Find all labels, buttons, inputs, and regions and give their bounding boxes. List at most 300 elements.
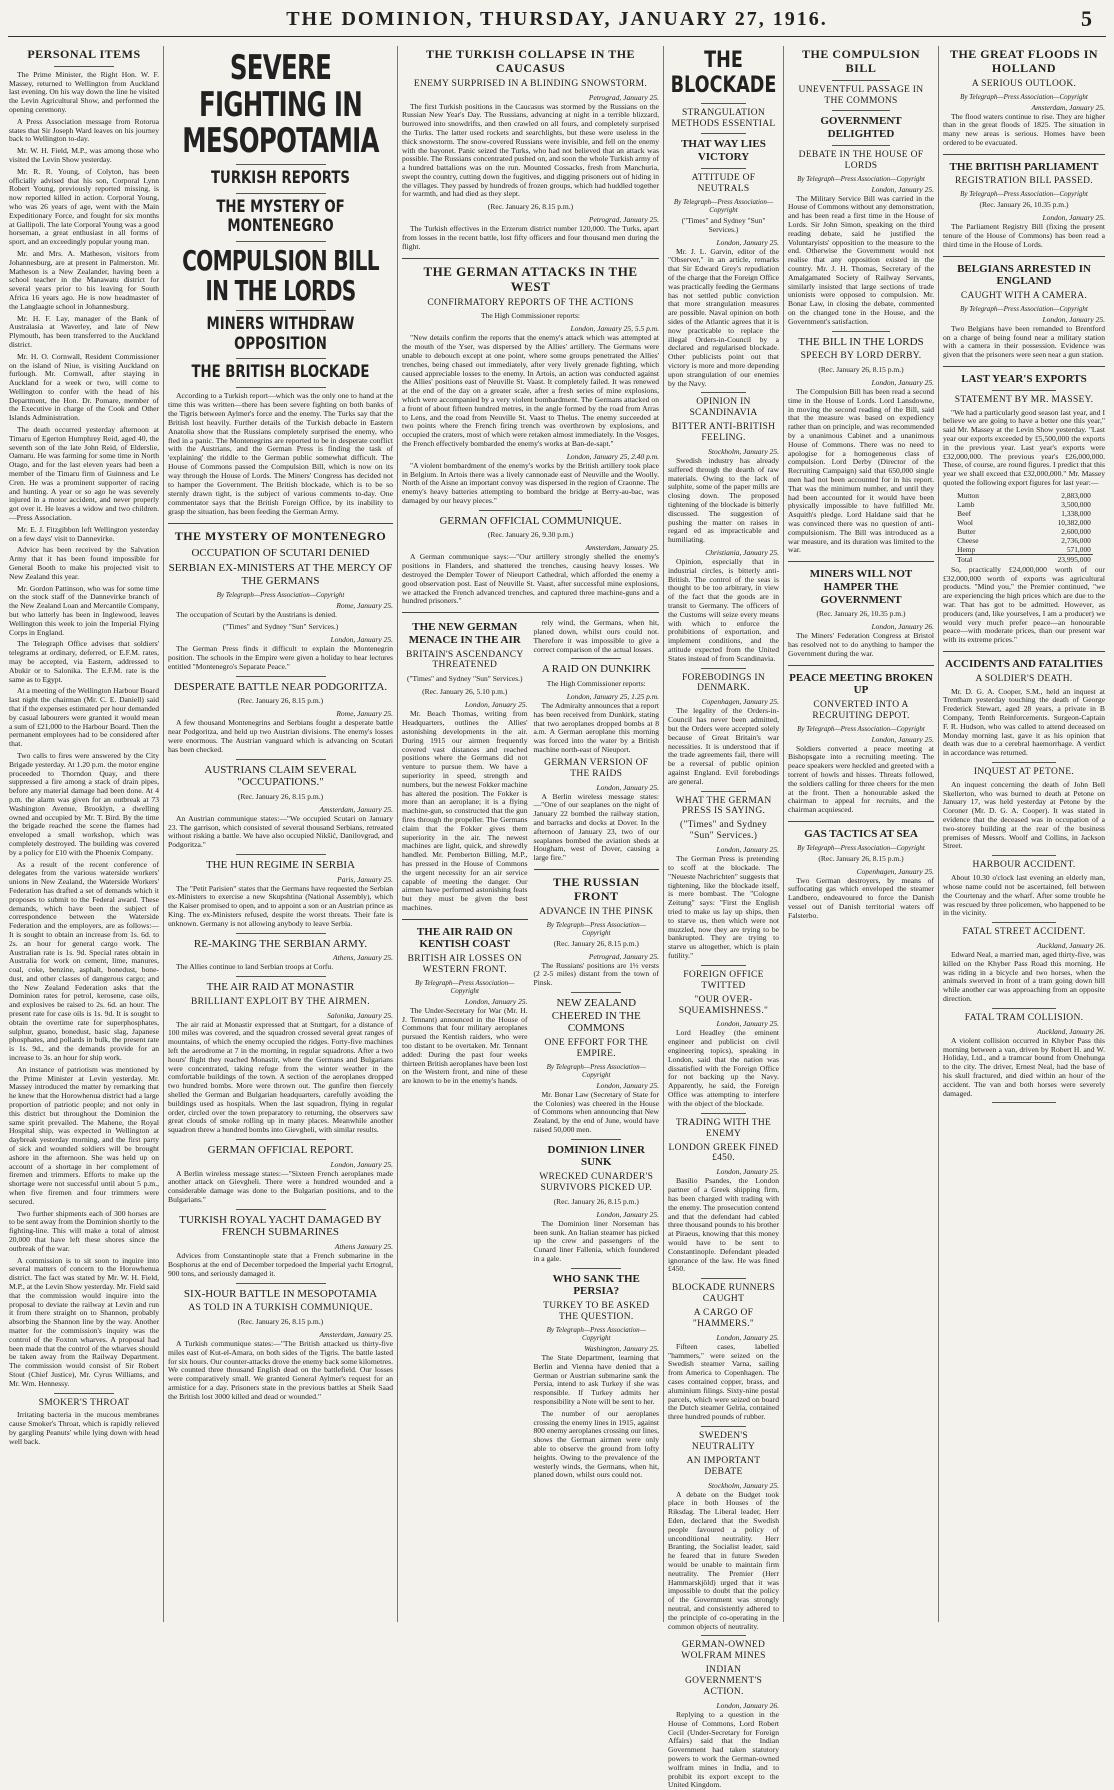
rule bbox=[54, 1393, 114, 1394]
exports-row bbox=[955, 491, 1093, 500]
article-text: Soldiers converted a peace meeting at Bishopsgate into a recruiting meeting. The peace speakers were heckled and greeted with a torrent of howls and hisses. Threats followed, the soldiers calling for three cheers for the men at the front. Then a honourable asked the chairman to appeal for recruits, and the chairman acquiesced. bbox=[788, 743, 934, 815]
rule bbox=[402, 258, 659, 259]
section-heading: THE HUN REGIME IN SERBIA bbox=[205, 859, 356, 872]
section-heading: SWEDEN'S NEUTRALITY bbox=[691, 1430, 756, 1452]
dateline: London, January 25. bbox=[716, 1332, 779, 1342]
subcolumn-right bbox=[534, 619, 660, 1483]
section-subheading: A CARGO OF "HAMMERS." bbox=[692, 1307, 755, 1329]
rule bbox=[571, 1139, 621, 1140]
russian-heading: THE RUSSIAN FRONT bbox=[552, 875, 640, 903]
masthead-title: THE DOMINION, THURSDAY, JANUARY 27, 1916. bbox=[286, 8, 828, 30]
rule bbox=[832, 80, 890, 81]
article-text: The Miners' Federation Congress at Bristol has resolved not to do anything to hamper the Government during the war. bbox=[788, 631, 934, 658]
lords-heading: THE BILL IN THE LORDS bbox=[798, 335, 924, 348]
received-note: ("Times" and Sydney "Sun" Services.) bbox=[406, 674, 523, 684]
byline: By Telegraph—Press Association—Copyright bbox=[960, 92, 1088, 101]
personal-item: Mr. Gordon Pattinson, who was for some time on the stock staff of the Dannevirke branch of the New Zealand Loan and Mercantile Company, but who latterly has been in Inglewood, leaves Wellington this week to join the Imperial Flying Corps in England. bbox=[9, 583, 159, 637]
section-heading: GERMAN OFFICIAL REPORT. bbox=[207, 1144, 354, 1156]
personal-item: Two calls to fires were answered by the City Brigade yesterday. At 1.20 p.m. the motor engine proceeded to Thorndon Quay, and there suppressed a fire among a stack of drain pipes, before any material damage had been done. At 4 p.m. the alarm was given for an outbreak at 73 Washington Avenue, Brooklyn, a dwelling owned and occupied by Mr. T. Bird. By the time the brigade reached the scene the flames had enveloped a small workshop, which was completely destroyed. The building was covered by a policy for £10 with the Phoenix Company. bbox=[9, 750, 159, 857]
article-text: Mr. Beach Thomas, writing from Headquarters, outlines the Allies' astonishing developments in the air. During 1915 our airmen frequently covered vast distances and reached positions where the Germans did not venture to pursue them. We have a superiority in speed, strength and numbers, but the newest Fokker machine has altered the position. The Fokker is more than an aeroplane; it is a flying machine-gun, so constructed that the gun fires through the propeller. The Germans claim that the Fokker gives them superiority in the air. The newest machines are light, quick, and shrewdly handled. Mr. Pemberton Billing, M.P., has pressed in the House of Commons the urgent necessity for an air service capable of meeting the danger. Our airmen have performed astonishing feats but they must be given the best machines. bbox=[402, 709, 528, 912]
compulsion-heading: THE COMPULSION BILL bbox=[801, 47, 920, 75]
rule bbox=[992, 922, 1057, 923]
headline-mesopotamia: SEVERE FIGHTING IN MESOPOTAMIA bbox=[182, 48, 379, 162]
received-note: (Rec. January 26, 8.15 p.m.) bbox=[237, 791, 324, 801]
byline: By Telegraph—Press Association—Copyright bbox=[415, 978, 515, 995]
column-blockade bbox=[665, 46, 782, 1790]
exports-row bbox=[955, 536, 1093, 545]
export-value: 2,600,000 bbox=[1061, 526, 1091, 536]
received-note: ("Times" and Sydney "Sun" Services.) bbox=[681, 215, 766, 234]
floods-heading: THE GREAT FLOODS IN HOLLAND bbox=[949, 47, 1099, 75]
personal-items-body bbox=[9, 71, 159, 1389]
dateline: Amsterdam, January 25. bbox=[319, 1330, 393, 1340]
rule bbox=[701, 1426, 745, 1427]
rule bbox=[992, 1102, 1057, 1103]
dateline: Washington, January 25. bbox=[584, 1343, 659, 1353]
rule bbox=[832, 331, 890, 332]
section-subheading: BRILLIANT EXPLOIT BY THE AIRMEN. bbox=[191, 996, 370, 1007]
accident-heading: INQUEST AT PETONE. bbox=[973, 766, 1075, 777]
export-total-label: Total bbox=[955, 554, 1011, 564]
byline: By Telegraph—Press Association—Copyright bbox=[960, 304, 1088, 313]
personal-item: The death occurred yesterday afternoon at Timaru of Egerton Humphrey Reid, aged 40, the seventh son of the late John Reid, of Elderslie, Oamaru. He was farming for some time in North Otago, and for the last eleven years had been a member of the Timaru firm of Guinness and Le Cren. He was a prominent supporter of racing and hunting. A year or so ago he was severely injured in a motor accident, and never properly got over it. He leaves a widow and two children.—Press Association. bbox=[9, 425, 159, 523]
rule bbox=[992, 855, 1057, 856]
article-text: The air raid at Monastir expressed that at Stuttgart, for a distance of 100 miles was covered, and the squadron crossed several great ranges of mountains, of which the enemy occupied the ridges. Forty-five machines left the aerodrome at 7 in the morning, in regular squadrons. After a two hours' flight they reached Monastir, where the Germans and Bulgarians were concentrated, taking refuge from the winter weather in the comfortable buildings of the town. A section of the aeroplanes dropped two hundred bombs. More were thrown out. The gunfire then fiercely shelled the German and Bulgarian headquarters, carefully avoiding the buildings used as hospitals. When the last squadron, flying in regular order, circled over the town preparatory to returning, the observers saw great clouds of smoke rolling up in many places. Meanwhile another squadron threw a hundred bombs into Gievgheli, with similar results. bbox=[168, 1019, 393, 1135]
byline: By Telegraph—Press Association—Copyright bbox=[546, 1325, 646, 1342]
section-subheading: ("Times" and Sydney "Sun" Services.) bbox=[680, 820, 767, 842]
personal-items-heading: PERSONAL ITEMS bbox=[27, 47, 141, 61]
exports-table bbox=[955, 491, 1093, 564]
dateline: Rome, January 25. bbox=[336, 709, 393, 719]
rule bbox=[54, 66, 114, 67]
headline-compulsion-bill: COMPULSION BILL IN THE LORDS bbox=[182, 243, 379, 308]
nz-subheading: ONE EFFORT FOR THE EMPIRE. bbox=[544, 1037, 648, 1059]
personal-item: A Press Association message from Rotorua states that Sir Joseph Ward leaves on his journey back to Wellington to-day. bbox=[9, 116, 159, 144]
article-text: The number of our aeroplanes crossing the enemy lines in 1915, against 800 enemy aeroplanes crossing our lines, shows the German airmen were only able to observe the ground from lofty heights. Owing to the prevalence of the westerly winds, the Germans, when hit, planed down, whilst ours could not. bbox=[533, 1408, 659, 1480]
article-text: Fifteen cases, labelled "hammers," were seized on the Swedish steamer Varna, sailing from America to Copenhagen. The cases contained copper, brass, and aluminium filings. Sixty-nine postal parcels, which were seized on board the Dutch steamer Gelria, contained three hundred pounds of rubber. bbox=[668, 1341, 779, 1422]
dateline: London, January 25. bbox=[716, 845, 779, 855]
dateline: Christiania, January 25. bbox=[705, 547, 779, 557]
byline: By Telegraph—Press Association—Copyright bbox=[960, 190, 1088, 199]
article-text: An Austrian communique states:—"We occupied Scutari on January 23. The garrison, which consisted of several thousand Serbians, retreated without risking a battle. We have also occupied Nikšić, Danilovgrad, and Podgoritza." bbox=[168, 813, 393, 850]
blockade-subheading: THAT WAY LIES VICTORY bbox=[681, 138, 766, 164]
dateline: London, January 26. bbox=[716, 1701, 779, 1711]
dateline: London, January 25, 1.25 p.m. bbox=[566, 692, 659, 702]
section-subheading: LONDON GREEK FINED £450. bbox=[668, 1142, 779, 1164]
belgians-subheading: CAUGHT WITH A CAMERA. bbox=[960, 290, 1088, 301]
article-text: The Dominion liner Norseman has been sunk. An Italian steamer has picked up the crew and passengers of the Cunard liner Fallenia, which foundered in a gale. bbox=[533, 1218, 659, 1264]
received-note: (Rec. January 26, 5.10 p.m.) bbox=[422, 687, 508, 697]
headline-miners: MINERS WITHDRAW OPPOSITION bbox=[206, 314, 355, 354]
communique-heading: GERMAN OFFICIAL COMMUNIQUE. bbox=[439, 514, 622, 527]
rule bbox=[943, 651, 1105, 652]
dateline: London, January 25. bbox=[1042, 314, 1105, 324]
war-sections bbox=[168, 676, 393, 1402]
dateline: London, January 25. bbox=[1042, 213, 1105, 223]
dateline: London, January 25. bbox=[465, 996, 528, 1006]
accident-heading: FATAL TRAM COLLISION. bbox=[964, 1012, 1084, 1023]
raids-heading: GERMAN VERSION OF THE RAIDS bbox=[544, 757, 649, 779]
menace-heading: THE NEW GERMAN MENACE IN THE AIR bbox=[408, 621, 521, 646]
rule bbox=[402, 612, 659, 613]
byline: By Telegraph—Press Association—Copyright bbox=[797, 843, 925, 852]
received-note: (Rec. January 26, 8.15 p.m.) bbox=[553, 938, 639, 948]
article-text: rely wind, the Germans, when hit, planed down, whilst ours could not. Therefore it was impossible to give a correct comparison of the actual losses. bbox=[533, 618, 659, 654]
personal-item: Advice has been received by the Salvation Army that it has been found impossible for General Booth to make his projected visit to New Zealand this year. bbox=[9, 545, 159, 581]
persia-subheading: TURKEY TO BE ASKED THE QUESTION. bbox=[543, 1301, 650, 1323]
dateline: Amsterdam, January 25. bbox=[1031, 102, 1105, 112]
dateline: Petrograd, January 25. bbox=[588, 92, 659, 102]
dateline: London, January 25. bbox=[716, 1167, 779, 1177]
article-text: A debate on the Budget took place in both Houses of the Riksdag. The Liberal leader, Herr Eden, declared that the Swedish people favoured a policy of unconditional neutrality. Herr Branting, the Socialist leader, said he feared that in future Sweden would be unable to maintain firm neutrality. The Premier (Herr Hammarskjöld) urged that it was impossible to doubt that the policy of the Government was strongly neutral, and consistently adhered to the principle of co-operating in the common objects of neutrality. bbox=[668, 1489, 779, 1631]
section-heading: TURKISH ROYAL YACHT DAMAGED BY FRENCH SUBMARINES bbox=[179, 1213, 382, 1239]
dateline: London, January 25, 2.40 p.m. bbox=[566, 451, 659, 461]
dateline: Amsterdam, January 25. bbox=[319, 804, 393, 814]
export-item: Beef bbox=[957, 508, 972, 518]
blockade-subheading: ATTITUDE OF NEUTRALS bbox=[691, 172, 756, 194]
section-heading: OPINION IN SCANDINAVIA bbox=[689, 397, 758, 419]
dateline: London, January 25. bbox=[871, 184, 934, 194]
rule bbox=[236, 358, 326, 359]
rule bbox=[236, 1139, 326, 1140]
article-text: The Parliament Registry Bill (fixing the present tenure of the House of Commons) has been read a third time in the House of Lords. bbox=[943, 222, 1105, 249]
accident-sections bbox=[943, 674, 1105, 1104]
article-text: "New details confirm the reports that the enemy's attack which was attempted at the mouth of the Yser, was dispersed by the Allies' artillery. The Germans were unable to debouch except at one point, where some groups penetrated the Allies' trenches, being chased out immediately, after very lively grenade fighting, which caused appreciable losses to the enemy. In Artois, an action was conducted against the Allies' positions east of Neuville St. Vaast. It completely failed. It was renewed at the end of the day on a greater scale, after a fresh series of mine explosions, which were accompanied by a very violent bombardment. The Germans attacked on a front of about fifteen hundred metres, in the angle formed by the road from Arras to Lens, and the road from Neuville St. Vaast to Thelus. The enemy succeeded at two points where the French firing trench was overthrown by explosions, and occupied the craters, most of which were retaken almost immediately. In the Vosges, the French effectively bombarded the enemy's works at Ban-de-sapt." bbox=[402, 333, 659, 449]
received-note: ("Times" and Sydney "Sun" Services.) bbox=[222, 622, 339, 632]
miners-heading: MINERS WILL NOT HAMPER THE GOVERNMENT bbox=[809, 568, 913, 606]
article-text: The Admiralty announces that a report has been received from Dunkirk, stating that two aeroplanes dropped bombs at 8 a.m. A German aeroplane this morning was forced into the water by a British machine north-east of Nieuport. bbox=[533, 701, 659, 755]
rule bbox=[236, 759, 326, 760]
article-text: An inquest concerning the death of John Bell Skellerton, who was burned to death at Petone on January 17, was held yesterday at Petone by the Coroner (Mr. D. G. A. Cooper). It was stated in evidence that the deceased was in occupation of a two-storey building at the rear of the business premises of Messrs. Woolf and Collins, in Jackson Street. bbox=[943, 779, 1105, 851]
section-heading: DESPERATE BATTLE NEAR PODGORITZA. bbox=[173, 680, 388, 693]
dateline: London, January 25. bbox=[871, 378, 934, 388]
west-heading: THE GERMAN ATTACKS IN THE WEST bbox=[423, 263, 638, 294]
rule bbox=[701, 1635, 745, 1636]
section-heading: AUSTRIANS CLAIM SEVERAL "OCCUPATIONS." bbox=[204, 763, 357, 789]
column-war-summary bbox=[165, 46, 396, 1624]
dateline: Athens, January 25. bbox=[333, 953, 393, 963]
personal-item: As a result of the recent conference of delegates from the various waterside workers' unions in New Zealand, the Waterside Workers' Federation has drafted a set of demands which it proposes to submit to the Federal award. These demands, which have been the subject of correspondence between the Waterside Federation and the employers, are as follows:—It is sought to obtain an increase from 1s. 6d. to 2s. an hour for general cargo work. The Australian rate is 1s. 9d. Special rates obtain in Australia for work on cement, lime, manures, coal, coke, benzine, asphalt, bonedust, bone-dust, and other classes of dangerous cargo; and the New Zealand Federation asks that the Dominion rates for petrol, kerosene, case oils, and explosives be raised to 2s. 6d. an hour. The present rate for case oils is 1s. 9d. It is sought to obtain the overtime rate for superphosphates, sulphur, guano, bonedust, basic slag, Japanese phosphates, and pollards in bulk, the present rate is 1s. 9d., and the demands provide for an increase to 3s. an hour for ship work. bbox=[9, 859, 159, 1063]
personal-item: Mr. H. O. Cornwall, Resident Commissioner on the island of Niue, is visiting Auckland on furlough. Mr. Cornwall, after staying in Auckland for a week or two, will come to Wellington to confer with the head of his Department, the Hon. Dr. Pomare, member of the Executive in charge of the Cook and Other Islands Administration. bbox=[9, 351, 159, 423]
rule bbox=[992, 762, 1057, 763]
rule bbox=[701, 1278, 745, 1279]
received-note: (Rec. January 26, 8.15 p.m.) bbox=[237, 1317, 324, 1327]
article-text: Two German destroyers, by means of suffocating gas which enveloped the steamer Landbero, endeavoured to force the Danish vessel out of Danish territorial waters off Falsterbo. bbox=[788, 875, 934, 920]
exports-row bbox=[955, 509, 1093, 518]
accident-heading: FATAL STREET ACCIDENT. bbox=[962, 927, 1086, 938]
section-heading: WHAT THE GERMAN PRESS IS SAYING. bbox=[675, 795, 772, 817]
belgians-heading: BELGIANS ARRESTED IN ENGLAND bbox=[957, 262, 1091, 288]
column-rule bbox=[163, 46, 164, 1622]
rule bbox=[236, 193, 326, 194]
export-value: 2,883,000 bbox=[1061, 490, 1091, 500]
article-text: "We had a particularly good season last year, and I believe we are going to have a better one this year," said Mr. Massey at the Levin Show yesterday. "Last year our exports exceeded by £5,500,000 the exports in the previous year. Last year's exports were £32,000,000. The previous year's £26,000,000. These, of course, are round figures. I predict that this year we shall exceed that £32,000,000." Mr. Massey quoted the following export figures for last year:— bbox=[943, 407, 1105, 487]
dateline: Petrograd, January 25. bbox=[588, 951, 659, 961]
article-text: Lord Headley (the eminent engineer and publicist on civil engineering topics), speaking in London, said that the nation was dissatisfied with the Foreign Office for not backing up the Navy. Apparently, he said, the Foreign Office was attempting to interfere with the object of the blockade. bbox=[668, 1028, 779, 1108]
gas-heading: GAS TACTICS AT SEA bbox=[804, 828, 918, 841]
export-value: 571,000 bbox=[1066, 544, 1091, 554]
export-value: 1,338,000 bbox=[1061, 508, 1091, 518]
headline-turkish-reports: TURKISH REPORTS bbox=[211, 168, 350, 189]
headline-montenegro: THE MYSTERY OF MONTENEGRO bbox=[216, 196, 345, 237]
masthead bbox=[0, 0, 1114, 42]
blockade-sections bbox=[668, 392, 779, 1790]
montenegro-subheading: OCCUPATION OF SCUTARI DENIED bbox=[191, 546, 370, 559]
dateline: Rome, January 25. bbox=[336, 600, 393, 610]
rule bbox=[788, 665, 934, 666]
personal-item: The Telegraph Office advises that soldiers' telegrams at ordinary, deferred, or E.F.M. rates, may be accepted, via Eastern, addressed to Abukir or to Salonika. The E.F.M. rate is the same as to Egypt. bbox=[9, 639, 159, 684]
compulsion-subheading: UNEVENTFUL PASSAGE IN THE COMMONS bbox=[798, 84, 924, 106]
article-text: A few thousand Montenegrins and Serbians fought a desperate battle near Podgoritza, and held up two Austrian divisions. The enemy's losses were enormous. The Austrian vanguard which is advancing on Scutari has been checked. bbox=[168, 718, 393, 754]
compulsion-subheading: DEBATE IN THE HOUSE OF LORDS bbox=[798, 149, 924, 171]
rule bbox=[788, 561, 934, 562]
exports-row bbox=[955, 518, 1093, 527]
received-note: (Rec. January 26, 8.15 p.m.) bbox=[553, 1196, 639, 1206]
received-note: (Rec. January 26, 9.30 p.m.) bbox=[487, 530, 574, 540]
personal-item: Mr. E. J. Fitzgibbon left Wellington yesterday on a few days' visit to Dannevirke. bbox=[9, 524, 159, 543]
byline: By Telegraph—Press Association—Copyright bbox=[797, 724, 925, 733]
rule bbox=[701, 168, 745, 169]
column-rule bbox=[783, 46, 784, 1622]
section-subheading: "OUR OVER-SQUEAMISHNESS." bbox=[678, 994, 769, 1016]
parliament-subheading: REGISTRATION BILL PASSED. bbox=[955, 176, 1093, 187]
rule bbox=[236, 241, 326, 242]
dateline: Paris, January 25. bbox=[337, 874, 393, 884]
dateline: London, January 25. bbox=[716, 237, 779, 247]
article-text: Mr. J. L. Garvin, editor of the "Observer," in an article, remarks that Sir Edward Grey's repudiation of the charge that the Foreign Office was practically feeding the Germans has not settled public conviction that more strangulation measures are possible. Naval opinion on both sides of the Atlantic agrees that it is now practicable to replace the illegal Orders-in-Council by a declared and regularised blockade. Other publicists point out that victory is more and more depending upon strangulation of our enemies by the Navy. bbox=[668, 246, 779, 388]
rule bbox=[701, 103, 745, 104]
dateline: Copenhagen, January 25. bbox=[856, 866, 934, 876]
personal-item: Mr. R. R. Young, of Colyton, has been officially advised that his son, Corporal Lynn Robert Young, previously reported missing, is now reported killed in action. Corporal Young, who was 26 years of age, went with the Main Expeditionary Force, and fought for six months at Gallipoli. The late Corporal Young was a good horseman, a great enthusiast in all forms of sport, and an exceedingly popular young man. bbox=[9, 166, 159, 247]
column-caucasus-west bbox=[399, 46, 662, 1624]
article-text: Replying to a question in the House of Commons, Lord Robert Cecil (Under-Secretary for Foreign Affairs) said that the Indian Government had taken statutory powers to work the German-owned wolfram mines in India, and to prohibit its export except to the United Kingdom. bbox=[668, 1710, 779, 1790]
export-item: Wool bbox=[957, 517, 973, 527]
personal-item: The Prime Minister, the Right Hon. W. F. Massey, returned to Wellington from Auckland last evening. On his way down the line he visited the Levin Agricultural Show, and performed the opening ceremony. bbox=[9, 69, 159, 114]
article-text: Advices from Constantinople state that a French submarine in the Bosphorus at the end of December torpedoed the Imperial yacht Ertogrul, 900 tons, and seriously damaged it. bbox=[168, 1251, 393, 1278]
received-note: (Rec. January 26, 10.35 p.m.) bbox=[816, 609, 906, 619]
blockade-headline: THE BLOCKADE bbox=[670, 48, 777, 99]
rule bbox=[992, 390, 1057, 391]
column-compulsion-bill bbox=[785, 46, 937, 1624]
article-text: A Berlin wireless message states:—"One of our seaplanes on the night of January 22 bombed the railway station, and barracks and docks at Dover. In the afternoon of January 23, two of our seaplanes bombed the aviation sheds at Hougham, west of Dover, causing a large fire." bbox=[533, 791, 659, 863]
menace-subheading: BRITAIN'S ASCENDANCY THREATENED bbox=[405, 649, 524, 671]
rule bbox=[571, 1268, 621, 1269]
caucasus-heading: THE TURKISH COLLAPSE IN THE CAUCASUS bbox=[425, 47, 636, 75]
export-total-value: 23,995,000 bbox=[1011, 554, 1092, 564]
dateline: London, January 25, 5.5 p.m. bbox=[570, 324, 659, 334]
kentish-subheading: BRITISH AIR LOSSES ON WESTERN FRONT. bbox=[407, 953, 522, 975]
russian-subheading: ADVANCE IN THE PINSK bbox=[539, 906, 654, 917]
dunkirk-heading: A RAID ON DUNKIRK bbox=[541, 663, 651, 676]
export-value: 2,736,000 bbox=[1061, 535, 1091, 545]
rule bbox=[571, 992, 621, 993]
rule bbox=[832, 110, 890, 111]
rule bbox=[402, 919, 528, 920]
rule bbox=[701, 965, 745, 966]
dateline: London, January 26. bbox=[871, 622, 934, 632]
article-text: Swedish industry has already suffered through the dearth of raw materials. Owing to the lack of sulphite, some of the paper mills are closing down. The proposed tightening of the blockade is bitterly discussed. The suggestion of pushing the matter on raises in regard ed as impracticable and humiliating. bbox=[668, 456, 779, 545]
exports-row bbox=[955, 500, 1093, 509]
page-number: 5 bbox=[1081, 6, 1092, 31]
section-heading: SIX-HOUR BATTLE IN MESOPOTAMIA bbox=[183, 1287, 378, 1300]
peace-heading: PEACE MEETING BROKEN UP bbox=[789, 671, 933, 697]
personal-item: Two further shipments each of 300 horses are to be sent away from the Dominion shortly to the fighting-line. This will make a total of almost 20,000 that have left these shores since the outbreak of the war. bbox=[9, 1208, 159, 1253]
article-text: About 10.30 o'clock last evening an elderly man, whose name could not be ascertained, fell between the Courtenay and the wharf. After some trouble he was rescued by three policemen, who happened to be in the vicinity. bbox=[943, 873, 1105, 918]
kentish-heading: THE AIR RAID ON KENTISH COAST bbox=[416, 925, 513, 951]
article-text: The Russians' positions are 1⅓ versts (2 2-5 miles) distant from the town of Pinsk. bbox=[533, 960, 659, 988]
article-text: So, practically £24,000,000 worth of our £32,000,000 worth of exports was agricultural products. "Mind you," the Premier continued, "we are experiencing the high prices which are due to the war. That has got to be admitted. However, as producers (and, like yourselves, I am a producer) we would very much prefer peace—an honourable peace—with moderate prices, than our present war with its extreme prices." bbox=[943, 564, 1105, 645]
byline: By Telegraph—Press Association—Copyright bbox=[546, 1062, 646, 1079]
article-text: Two Belgians have been remanded to Brentford on a charge of being found near a military station with a camera in their possession. Evidence was given that the prisoners were seen near a gun station. bbox=[943, 323, 1105, 360]
article-text: The flood waters continue to rise. They are higher than in the great floods of 1825. The situation in many new areas is serious. Homes have been ordered to be evacuated. bbox=[943, 111, 1105, 147]
article-text: Mr. Bonar Law (Secretary of State for the Colonies) was cheered in the House of Commons when announcing that New Zealand, by the end of June, would have raised 50,000 men. bbox=[533, 1089, 659, 1134]
dateline: Salonika, January 25. bbox=[327, 1010, 393, 1020]
section-subheading: INDIAN GOVERNMENT'S ACTION. bbox=[684, 1665, 763, 1698]
floods-subheading: A SERIOUS OUTLOOK. bbox=[971, 78, 1077, 89]
dateline: London, January 25. bbox=[465, 700, 528, 710]
article-text: The Turkish effectives in the Erzerum district number 120,000. The Turks, apart from losses in the recent battle, lost fifty officers and four thousand men during the flight. bbox=[402, 224, 659, 251]
dateline: London, January 25. bbox=[330, 1159, 393, 1169]
byline: By Telegraph—Press Association—Copyright bbox=[546, 920, 646, 937]
section-heading: FOREBODINGS IN DENMARK. bbox=[681, 672, 766, 694]
rule bbox=[236, 310, 326, 311]
article-text: Edward Neal, a married man, aged thirty-five, was killed on the Khyber Pass Road this morning. He was riding in a bicycle and two horses, when the animals swerved in front of a tram going down hill while another car was approaching from an opposite direction. bbox=[943, 950, 1105, 1003]
montenegro-heading: THE MYSTERY OF MONTENEGRO bbox=[174, 528, 387, 543]
dateline: London, January 25. bbox=[596, 782, 659, 792]
column-rule bbox=[663, 46, 664, 1622]
war-summary-text: According to a Turkish report—which was the only one to hand at the time this was written—there has been severe fighting on both banks of the Tigris between Aylmer's force and the enemy. The Turks say that the British lost heavily. Further details of the Turkish debacle in Eastern Anatolia show that the Russians completely surprised the enemy, who fled in a panic. The Montenegrins are reported to be in desperate conflict with the Austrians, and the German Press is finding the task of 'explaining' the riddle to the German public somewhat difficult. The House of Commons passed the Compulsion Bill, which is now on its way through the House of Lords. The Miners' Congress has decided not to hamper the Government. The British blockade, which is to be so sternly drawn tight, is the subject of various comments to-day. One commentator says that the British Foreign Office, by its inability to grasp the situation, has been feeding the German Army. bbox=[168, 390, 393, 516]
masthead-rule bbox=[8, 36, 1106, 37]
peace-subheading: CONVERTED INTO A RECRUITING DEPOT. bbox=[812, 699, 910, 721]
compulsion-subheading: GOVERNMENT DELIGHTED bbox=[820, 115, 902, 141]
rule bbox=[832, 145, 890, 146]
byline: By Telegraph—Press Association—Copyright bbox=[673, 197, 774, 214]
liner-subheading: WRECKED CUNARDER'S SURVIVORS PICKED UP. bbox=[539, 1172, 654, 1193]
rule bbox=[236, 854, 326, 855]
rule bbox=[236, 164, 326, 165]
smokers-throat-heading: SMOKER'S THROAT bbox=[38, 1397, 130, 1408]
rule bbox=[701, 1113, 745, 1114]
dateline: Copenhagen, January 25. bbox=[701, 697, 779, 707]
rule bbox=[943, 256, 1105, 257]
rule bbox=[571, 658, 621, 659]
dateline: London, January 25. bbox=[871, 734, 934, 744]
byline: By Telegraph—Press Association—Copyright bbox=[797, 174, 925, 183]
personal-item: Mr. H. F. Lay, manager of the Bank of Australasia at Waverley, and late of New Plymouth, has been transferred to the Auckland district. bbox=[9, 313, 159, 349]
article-text: A Turkish communique states:—"The British attacked us thirty-five miles east of Kut-el-Amara, on both sides of the Tigris. The battle lasted for six hours. Our counter-attacks drove the enemy back some kilometres. We counted three thousand English dead on the battlefield. Our losses were comparatively small. We granted General Aylmer's request for an armistice for a day. Prisoners state in the previous battles at Sheik Saad the British lost 3000 killed and dead or wounded." bbox=[168, 1339, 393, 1401]
export-item: Cheese bbox=[957, 535, 979, 545]
rule bbox=[788, 821, 934, 822]
lords-subheading: SPEECH BY LORD DERBY. bbox=[800, 351, 922, 362]
section-heading: GERMAN-OWNED WOLFRAM MINES bbox=[681, 1640, 766, 1662]
blockade-subheading: STRANGULATION METHODS ESSENTIAL bbox=[671, 107, 776, 129]
exports-subheading: STATEMENT BY MR. MASSEY. bbox=[954, 394, 1094, 405]
dateline: Athens January 25. bbox=[334, 1242, 393, 1252]
received-note: (Rec. January 26, 8.15 p.m.) bbox=[487, 202, 574, 212]
section-subheading: AS TOLD IN A TURKISH COMMUNIQUE. bbox=[188, 1303, 373, 1314]
export-item: Hemp bbox=[957, 544, 976, 554]
column-personal-items bbox=[6, 46, 162, 1624]
section-heading: TRADING WITH THE ENEMY bbox=[675, 1117, 772, 1139]
subcolumn-left bbox=[402, 619, 528, 1483]
dateline: Stockholm, January 25. bbox=[708, 1480, 779, 1490]
received-note: (Rec. January 26, 10.35 p.m.) bbox=[979, 200, 1069, 210]
exports-row bbox=[955, 527, 1093, 536]
rule bbox=[236, 933, 326, 934]
rule bbox=[479, 510, 582, 511]
rule bbox=[236, 1283, 326, 1284]
article-text: The first Turkish positions in the Caucasus was stormed by the Russians on the Russian New Year's Day. The Russians, advancing at night in a terrible blizzard, burrowed into snowdrifts, and then crawled on all fours, and completely surprised the Turks. The latter used rockets and searchlights, but these were useless in the thick snowstorm. The snow-covered Russians were invisible, and fell on the enemy with the bayonet. Panic seized the Turks, who had not believed that an attack was possible. The Russians concentrated pushed on, and soon the whole Turkish army of a hundred battalions was on the run. Mounted Cossacks, fresh from Manchuria, swept the country, cutting down the fugitives, and digging prisoners out of hiding in the villages. They passed by hundreds of frozen groups, which had huddled together for warmth, and had died as they slept. bbox=[402, 101, 659, 199]
article-text: The Military Service Bill was carried in the House of Commons without any demonstration, and has been read a first time in the House of Lords. Sir John Simon, speaking on the third reading debate, said he justified the Voluntaryists' opposition to the measure to the end. Otherwise the Government would not realise that any opposition existed in the country. Mr. J. H. Thomas, Secretary of the Amalgamated Society of Railway Servants, similarly insisted that large sections of trade unionists were opposed to compulsion. Mr. Bonar Law, in closing the debate, commented on the changed tone in the House, and the Government's satisfaction. bbox=[788, 193, 934, 326]
section-heading: THE AIR RAID AT MONASTIR bbox=[206, 981, 355, 994]
article-text: The "Petit Parisien" states that the Germans have requested the Serbian ex-Ministers to exercise a new Skupshtina (National Assembly), which the Kaiser promised to open, and to appoint a son or an Austrian prince as King. The ex-Ministers refused, despite the worst threats. Their fate is unknown. Germany is not allowing anybody to leave Serbia. bbox=[168, 883, 393, 928]
rule bbox=[701, 392, 745, 393]
rule bbox=[236, 387, 326, 388]
column-floods-accidents bbox=[940, 46, 1108, 1624]
exports-total-row bbox=[955, 554, 1093, 564]
caucasus-subheading: ENEMY SURPRISED IN A BLINDING SNOWSTORM. bbox=[413, 78, 648, 89]
column-rule bbox=[938, 46, 939, 1622]
export-value: 10,382,000 bbox=[1057, 517, 1091, 527]
received-note: The High Commissioner reports: bbox=[546, 679, 646, 689]
section-heading: RE-MAKING THE SERBIAN ARMY. bbox=[193, 937, 368, 950]
article-text: The Allies continue to land Serbian troops at Corfu. bbox=[176, 962, 334, 972]
dateline: London, January 25. bbox=[716, 1019, 779, 1029]
rule bbox=[236, 976, 326, 977]
rule bbox=[168, 523, 393, 524]
dateline: London, January 25. bbox=[596, 1209, 659, 1219]
byline: By Telegraph—Press Association—Copyright bbox=[216, 590, 345, 599]
personal-item: Mr. and Mrs. A. Matheson, visitors from Johannesburg, are at present in Palmerston. Mr. Matheson is a New Zealander, having been a school teacher in the Manawatu district for several years prior to his leaving for South Africa 16 years ago. He is now headmaster of the Langlaagte school in Johannesburg. bbox=[9, 248, 159, 311]
article-text: The Compulsion Bill has been read a second time in the House of Lords. Lord Lansdowne, in moving the second reading of the Bill, said that the measure was based on expediency rather than on principle, and was recommended by a unanimous Cabinet and a unanimous House of Commons. There was no need to apologise for a homogeneous class of compulsion. Lord Derby (Director of the Recruiting Campaign) said that 650,000 single men had not been accounted for in his report. That was the minimum number, and until they had been accounted for it would have been physically impossible to have fulfilled Mr. Asquith's pledge. Lord Haldane said that he was convinced there was no question of anti-compulsionism. The Bill was introduced as a war measure, and its duration was limited to the war. bbox=[788, 387, 934, 555]
article-text: Mr. D. G. A. Cooper, S.M., held an inquest at Trentham yesterday touching the death of George Frederick Stewart, aged 28 years, a private in B Company, Tenth Reinforcements. Surgeon-Captain F. R. Hudson, who was called to attend deceased on Monday morning last, gave it as his opinion that death was due to a cerebral haemorrhage. A verdict in accordance was returned. bbox=[943, 686, 1105, 758]
received-note: (Rec. January 26, 8.15 p.m.) bbox=[818, 365, 904, 375]
rule bbox=[992, 1008, 1057, 1009]
section-heading: BLOCKADE RUNNERS CAUGHT bbox=[671, 1283, 776, 1305]
export-item: Lamb bbox=[957, 499, 975, 509]
article-text: The German Press is pretending to scoff at the blockade. The "Neueste Nachrichten" suggests that tightening, like the blockade itself, is mere bombast. The "Cologne Zeitung" says: "First the English tried to make us lay up ships, then to starve us, then which were not muzzled, now they are trying to be bankrupted. They are trying to starve us altogether, which is plain futility." bbox=[668, 854, 779, 960]
article-text: The Under-Secretary for War (Mr. H. J. Tennant) announced in the House of Commons that four military aeroplanes pursued the Kentish raiders, who were too distant to be overtaken. Mr. Tennant added: During the past four weeks thirteen British aeroplanes have been lost on the Western front, and nine of these are known to be in the enemy's hands. bbox=[402, 1005, 528, 1086]
section-subheading: AN IMPORTANT DEBATE bbox=[686, 1455, 761, 1477]
smokers-throat-text: Irritating bacteria in the mucous membranes cause Smoker's Throat, which is rapidly relieved by gargling Peanuts' while lying down with head well back. bbox=[9, 1410, 159, 1446]
dateline: Amsterdam, January 25. bbox=[585, 543, 659, 553]
article-text: A Berlin wireless message states:—"Sixteen French aeroplanes made another attack on Gievgheli. There were a hundred wounded and a considerable damage was done to the Bulgarian positions, and to the Bulgarians." bbox=[168, 1168, 393, 1205]
section-heading: FOREIGN OFFICE TWITTED bbox=[683, 969, 764, 991]
personal-item: At a meeting of the Wellington Harbour Board last night the chairman (Mr. C. E. Daniell) said that if the expenses estimated per hour demanded by casual labourers were granted it would mean a sum of £21,000 to the Harbour Board. Then the permanent employees had to be considered after that. bbox=[9, 686, 159, 749]
export-item: Butter bbox=[957, 526, 976, 536]
dateline: London, January 25. bbox=[596, 1080, 659, 1090]
rule bbox=[534, 869, 660, 870]
dateline: Auckland, January 26. bbox=[1037, 941, 1105, 951]
article-text: The State Department, learning that Berlin and Vienna have denied that a German or Austrian submarine sank the Persia, intend to ask Turkey if she was responsible. If Turkey admits her responsibility a Note will be sent to her. bbox=[533, 1352, 659, 1406]
article-text: A German communique says:—"Our artillery strongly shelled the enemy's positions in Flanders, and shattered the trenches, causing heavy losses. We destroyed the Dempler Tower of Nieuport Cathedral, which afforded the enemy a good observation post. East of Neuville St. Vaast, after successful mine explosions, we attacked the French advanced trenches, and captured three machine-guns and a hundred prisoners." bbox=[402, 552, 659, 606]
article-text: Opinion, especially that in industrial circles, is bitterly anti-British. The control of the seas is thought to be too arbitrary, in view of the fact that the goods are in transit to Germany. The officers of the Customs will seize every means with which to enforce the prohibitions of exportation, and implement conditions, and the attitude expected from the United States instead of from Scandinavia. bbox=[668, 556, 779, 663]
dateline: Petrograd, January 25. bbox=[588, 215, 659, 225]
article-text: "A violent bombardment of the enemy's works by the British artillery took place in Belgium. In Artois there was a lively cannonade east of Neuville and the Woolly. North of the Aisne an important convoy was dispersed in the region of Craonne. The enemy's heavy batteries attempting to bombard the bridge at Berry-au-bac, was damaged by our heavy pieces." bbox=[402, 460, 659, 506]
article-text: Basilio Psandes, the London partner of a Greek shipping firm, has been charged with trading with the enemy. The prosecution contend and that the defendant had cabled three thousand pounds to his brother at Piraeus, knowing that this money would have to be sent to Constantinople. Defendant pleaded ignorance of the law. He was fined £450. bbox=[668, 1176, 779, 1274]
article-text: The legality of the Orders-in-Council has never been admitted, but the Orders were accepted solely because of Great Britain's war necessities. It is understood that if the trade agreements fail, there will be a reversal of public opinion against England. Evil forebodings are general. bbox=[668, 706, 779, 786]
export-item: Mutton bbox=[957, 490, 979, 500]
accident-heading: HARBOUR ACCIDENT. bbox=[972, 860, 1076, 871]
received-note: The High Commissioner reports: bbox=[481, 311, 580, 321]
nz-heading: NEW ZEALAND CHEERED IN THE COMMONS bbox=[551, 996, 641, 1035]
personal-item: Mr. W. H. Field, M.P., was among those who visited the Levin Show yesterday. bbox=[9, 146, 159, 164]
liner-heading: DOMINION LINER SUNK bbox=[547, 1143, 645, 1169]
west-subheading: CONFIRMATORY REPORTS OF THE ACTIONS bbox=[427, 297, 634, 308]
rule bbox=[701, 133, 745, 134]
export-value: 3,500,000 bbox=[1061, 499, 1091, 509]
persia-heading: WHO SANK THE PERSIA? bbox=[552, 1272, 640, 1298]
